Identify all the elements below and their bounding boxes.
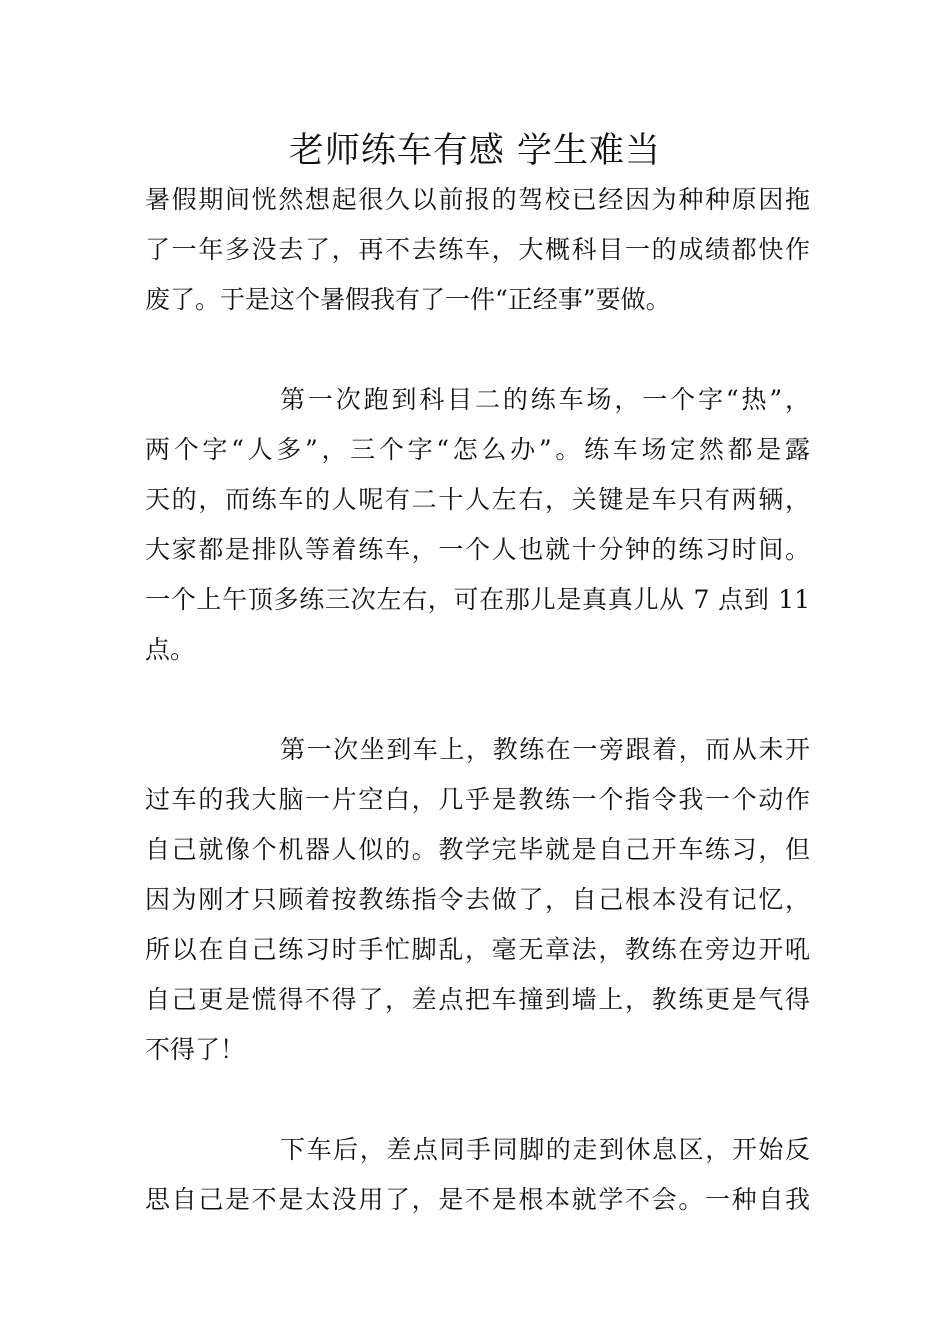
text-line: 两个字“人多”，三个字“怎么办”。练车场定然都是露 xyxy=(145,435,810,464)
text-line: 废了。于是这个暑假我有了一件“正经事”要做。 xyxy=(145,285,671,314)
text-line: 下车后，差点同手同脚的走到休息区，开始反 xyxy=(280,1135,810,1164)
text-line: 了一年多没去了，再不去练车，大概科目一的成绩都快作 xyxy=(145,235,810,264)
document-body xyxy=(145,175,810,1225)
text-line: 一个上午顶多练三次左右，可在那儿是真真儿从 7 点到 11 xyxy=(145,585,810,614)
text-line: 自己更是慌得不得了，差点把车撞到墙上，教练更是气得 xyxy=(145,985,810,1014)
paragraph-2 xyxy=(145,375,810,675)
text-line: 暑假期间恍然想起很久以前报的驾校已经因为种种原因拖 xyxy=(145,185,810,214)
paragraph-3 xyxy=(145,725,810,1075)
text-line: 自己就像个机器人似的。教学完毕就是自己开车练习，但 xyxy=(145,835,810,864)
text-line: 天的，而练车的人呢有二十人左右，关键是车只有两辆， xyxy=(145,485,810,514)
text-line: 第一次坐到车上，教练在一旁跟着，而从未开 xyxy=(280,735,810,764)
text-line: 思自己是不是太没用了，是不是根本就学不会。一种自我 xyxy=(145,1185,810,1214)
paragraph-1 xyxy=(145,175,810,325)
text-line: 点。 xyxy=(145,635,196,664)
text-line: 过车的我大脑一片空白，几乎是教练一个指令我一个动作 xyxy=(145,785,810,814)
paragraph-4 xyxy=(145,1125,810,1225)
text-line: 不得了！ xyxy=(145,1035,246,1064)
document-title: 老师练车有感 学生难当 xyxy=(288,131,662,171)
text-line: 第一次跑到科目二的练车场，一个字“热”， xyxy=(280,385,810,414)
text-line: 大家都是排队等着练车，一个人也就十分钟的练习时间。 xyxy=(145,535,810,564)
text-line: 因为刚才只顾着按教练指令去做了，自己根本没有记忆， xyxy=(145,885,810,914)
text-line: 所以在自己练习时手忙脚乱，毫无章法，教练在旁边开吼 xyxy=(145,935,810,964)
